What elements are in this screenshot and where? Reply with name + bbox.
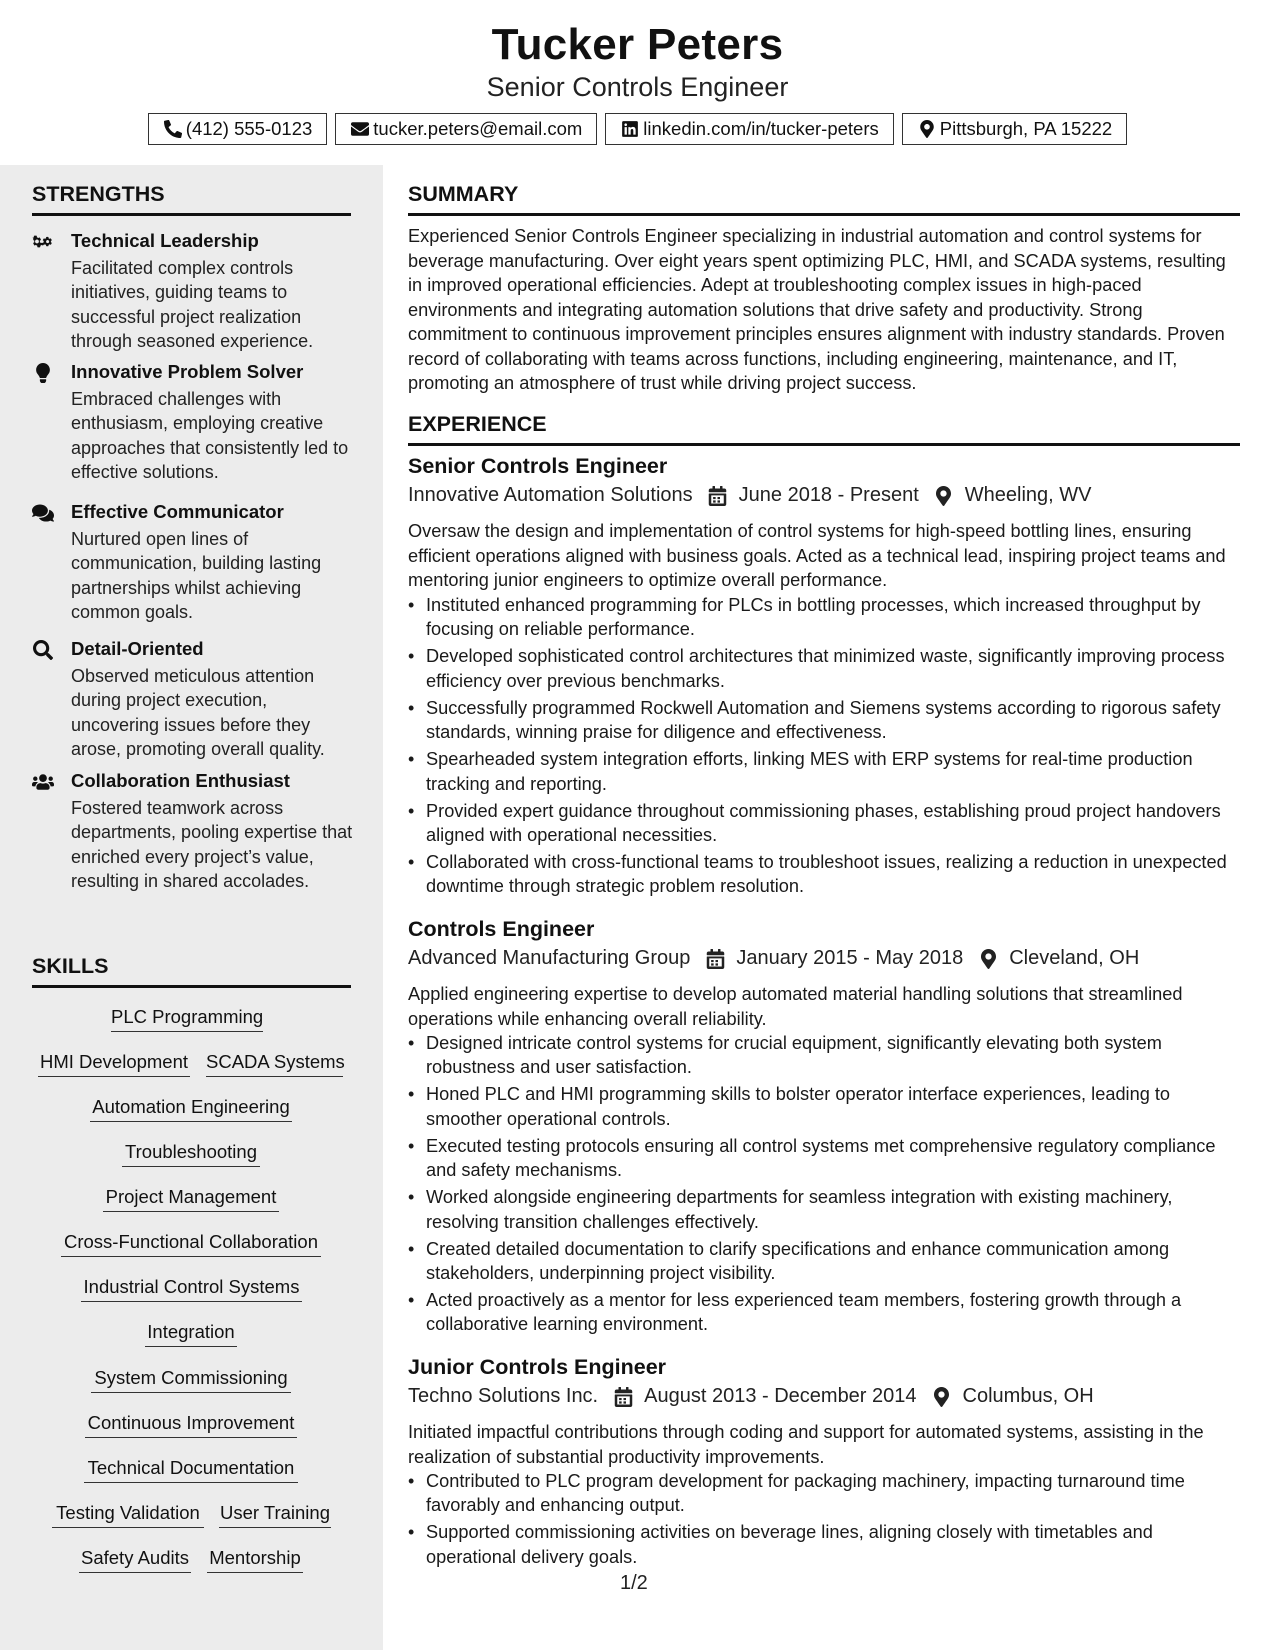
list-item: • Developed sophisticated control architectures that minimized waste, significantly improving process efficiency over previous benchmarks.	[408, 644, 1240, 693]
map-pin-icon	[917, 119, 937, 139]
summary-text: Experienced Senior Controls Engineer specializing in industrial automation and control systems for beverage manufacturing. Over eight years spent optimizing PLC, HMI, and SCADA systems, resulting in improved operational efficiencies. Adept at troubleshooting complex issues in high-paced environments and integrating automation solutions that drive safety and productivity. Strong commitment to continuous improvement principles ensures alignment with industry standards. Proven record of collaborating with teams across functions, including engineering, maintenance, and IT, promoting an atmosphere of trust while driving project success.	[408, 226, 1226, 393]
strength-title: Effective Communicator	[71, 501, 284, 522]
job-description: Applied engineering expertise to develop automated material handling solutions that streamlined operations while enhancing overall reliability.	[408, 984, 1183, 1029]
skill-tag: HMI Development	[38, 1051, 190, 1077]
job-location: Columbus, OH	[962, 1385, 1094, 1407]
contact-linkedin-text: linkedin.com/in/tucker-peters	[643, 118, 879, 139]
strength-description: Observed meticulous attention during project execution, uncovering issues before they arose, promoting overall quality.	[71, 666, 325, 760]
strength-description: Facilitated complex controls initiatives, guiding teams to successful project realization through seasoned experience.	[71, 258, 314, 352]
skill-tag: Integration	[145, 1321, 237, 1347]
summary-heading: SUMMARY	[408, 182, 1240, 216]
job-dates: June 2018 - Present	[738, 484, 919, 506]
job-company: Advanced Manufacturing Group	[408, 947, 691, 969]
list-item: • Designed intricate control systems for crucial equipment, significantly elevating both system robustness and user satisfaction.	[408, 1031, 1240, 1080]
contact-phone-text: (412) 555-0123	[185, 118, 313, 139]
skill-tag: PLC Programming	[111, 1006, 263, 1032]
strength-title: Technical Leadership	[71, 230, 259, 251]
skill-tag: Project Management	[103, 1186, 279, 1212]
job-bullets	[408, 593, 1240, 901]
sidebar	[0, 165, 383, 1650]
contact-location[interactable]	[902, 113, 1127, 145]
map-pin-icon	[931, 1386, 953, 1408]
skill-tag: User Training	[219, 1502, 331, 1528]
candidate-name: Tucker Peters	[491, 20, 784, 69]
page-number: 1/2	[620, 1572, 648, 1594]
phone-icon	[163, 119, 183, 139]
skill-tag: Industrial Control Systems	[81, 1276, 302, 1302]
skill-tag: Troubleshooting	[122, 1141, 260, 1167]
skill-tag: Technical Documentation	[84, 1457, 298, 1483]
contact-email[interactable]	[335, 113, 597, 145]
skill-tag: Mentorship	[207, 1547, 303, 1573]
contact-row	[0, 113, 1275, 145]
users-icon	[32, 771, 58, 793]
skill-tag: SCADA Systems	[206, 1051, 343, 1077]
gears-icon	[32, 231, 58, 253]
map-pin-icon	[977, 948, 999, 970]
list-item: • Supported commissioning activities on beverage lines, aligning closely with timetables and operational delivery goals.	[408, 1520, 1240, 1569]
search-icon	[32, 639, 58, 661]
strength-title: Collaboration Enthusiast	[71, 770, 290, 791]
job-meta	[408, 1385, 1094, 1408]
list-item: • Collaborated with cross-functional teams to troubleshoot issues, realizing a reduction in unexpected downtime through strategic problem resolution.	[408, 850, 1240, 899]
job-location: Cleveland, OH	[1009, 947, 1140, 969]
map-pin-icon	[933, 485, 955, 507]
list-item: • Spearheaded system integration efforts, linking MES with ERP systems for real-time production tracking and reporting.	[408, 747, 1240, 796]
contact-linkedin[interactable]	[605, 113, 893, 145]
strength-description: Embraced challenges with enthusiasm, employing creative approaches that consistently led to effective solutions.	[71, 389, 349, 483]
job-bullets	[408, 1469, 1240, 1572]
strength-description: Fostered teamwork across departments, pooling expertise that enriched every project’s value, resulting in shared accolades.	[71, 798, 353, 892]
resume-header	[0, 0, 1275, 165]
calendar-icon	[707, 485, 729, 507]
strength-title: Innovative Problem Solver	[71, 361, 304, 382]
list-item: • Acted proactively as a mentor for less experienced team members, fostering growth through a collaborative learning environment.	[408, 1288, 1240, 1337]
job-title: Junior Controls Engineer	[408, 1355, 667, 1379]
job-description: Oversaw the design and implementation of control systems for high-speed bottling lines, ensuring efficient operations aligned with business goals. Acted as a technical lead, inspiring project teams and mentoring junior engineers to optimize overall performance.	[408, 521, 1226, 590]
job-bullets	[408, 1031, 1240, 1339]
list-item: • Worked alongside engineering departments for seamless integration with existing machinery, resolving transition challenges effectively.	[408, 1185, 1240, 1234]
list-item: • Executed testing protocols ensuring all control systems met comprehensive regulatory compliance and safety mechanisms.	[408, 1134, 1240, 1183]
experience-heading: EXPERIENCE	[408, 412, 1240, 446]
calendar-icon	[704, 948, 726, 970]
list-item: • Created detailed documentation to clarify specifications and enhance communication among stakeholders, underpinning project visibility.	[408, 1237, 1240, 1286]
linkedin-icon	[620, 119, 640, 139]
job-meta	[408, 484, 1091, 507]
list-item: • Successfully programmed Rockwell Automation and Siemens systems according to rigorous safety standards, winning praise for diligence and effectiveness.	[408, 696, 1240, 745]
strength-title: Detail-Oriented	[71, 638, 204, 659]
lightbulb-icon	[32, 362, 58, 384]
job-company: Techno Solutions Inc.	[408, 1385, 599, 1407]
skill-tag: System Commissioning	[91, 1367, 291, 1393]
list-item: • Contributed to PLC program development for packaging machinery, impacting turnaround time favorably and enhancing output.	[408, 1469, 1240, 1518]
job-title: Senior Controls Engineer	[408, 454, 668, 478]
contact-phone[interactable]	[148, 113, 328, 145]
job-location: Wheeling, WV	[964, 484, 1092, 506]
skill-tag: Safety Audits	[79, 1547, 191, 1573]
calendar-icon	[612, 1386, 634, 1408]
list-item: • Instituted enhanced programming for PLCs in bottling processes, which increased throughput by focusing on reliable performance.	[408, 593, 1240, 642]
skill-tag: Automation Engineering	[90, 1096, 292, 1122]
comments-icon	[32, 502, 58, 524]
envelope-icon	[350, 119, 370, 139]
contact-email-text: tucker.peters@email.com	[373, 118, 583, 139]
job-company: Innovative Automation Solutions	[408, 484, 693, 506]
job-dates: January 2015 - May 2018	[736, 947, 964, 969]
skill-tag: Continuous Improvement	[85, 1412, 297, 1438]
skill-tag: Cross-Functional Collaboration	[61, 1231, 321, 1257]
contact-location-text: Pittsburgh, PA 15222	[939, 118, 1113, 139]
skills-heading: SKILLS	[32, 954, 351, 988]
skill-tag: Testing Validation	[52, 1502, 204, 1528]
strengths-heading: STRENGTHS	[32, 182, 351, 216]
job-description: Initiated impactful contributions through coding and support for automated systems, assisting in the realization of substantial productivity improvements.	[408, 1422, 1204, 1467]
job-dates: August 2013 - December 2014	[644, 1385, 917, 1407]
candidate-title: Senior Controls Engineer	[486, 72, 789, 102]
job-meta	[408, 947, 1139, 970]
list-item: • Provided expert guidance throughout commissioning phases, establishing proud project handovers aligned with operational necessities.	[408, 799, 1240, 848]
list-item: • Honed PLC and HMI programming skills to bolster operator interface experiences, leading to smoother operational controls.	[408, 1082, 1240, 1131]
strength-description: Nurtured open lines of communication, building lasting partnerships whilst achieving common goals.	[71, 529, 322, 623]
job-title: Controls Engineer	[408, 917, 595, 941]
